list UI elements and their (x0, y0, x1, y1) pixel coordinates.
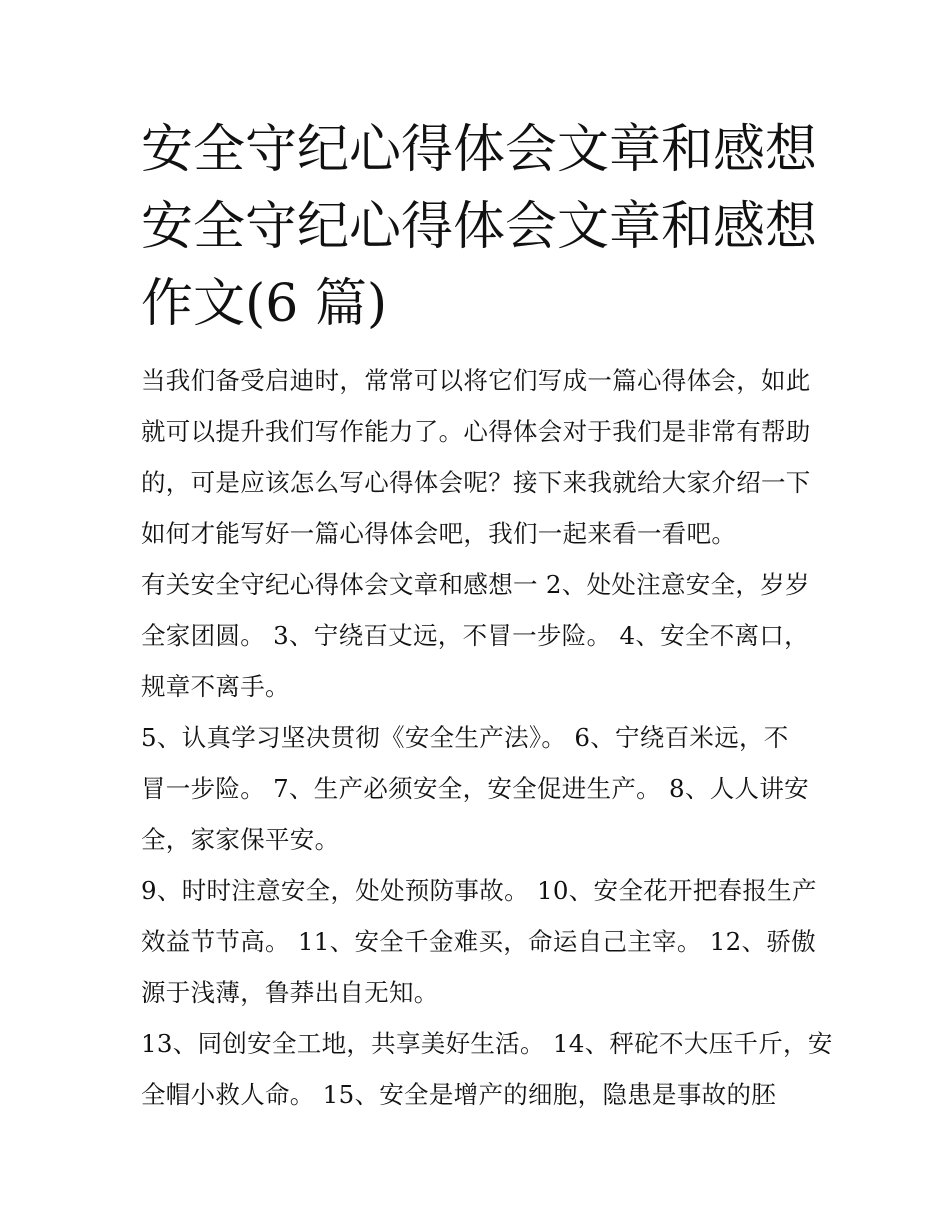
title-line: 安全守纪心得体会文章和感想 (141, 120, 818, 180)
body-paragraph (141, 1018, 833, 1120)
text-line: 源于浅薄，鲁莽出自无知。 (141, 978, 439, 1007)
text-line: 冒一步险。 7、生产必须安全，安全促进生产。 8、人人讲安 (141, 774, 809, 803)
text-line: 全帽小救人命。 15、安全是增产的细胞，隐患是事故的胚 (141, 1080, 777, 1109)
body-paragraph (141, 559, 811, 712)
intro-paragraph (141, 355, 811, 559)
title-line: 安全守纪心得体会文章和感想 (141, 197, 818, 257)
text-line: 如何才能写好一篇心得体会吧，我们一起来看一看吧。 (141, 519, 737, 548)
body-paragraph (141, 865, 817, 1018)
text-line: 规章不离手。 (141, 672, 290, 701)
text-line: 的，可是应该怎么写心得体会呢？接下来我就给大家介绍一下 (141, 468, 811, 497)
text-line: 13、同创安全工地，共享美好生活。 14、秤砣不大压千斤，安 (141, 1029, 833, 1058)
text-line: 效益节节高。 11、安全千金难买，命运自己主宰。 12、骄傲 (141, 927, 816, 956)
body-paragraph (141, 712, 811, 865)
text-line: 全家团圆。 3、宁绕百丈远，不冒一步险。 4、安全不离口， (141, 621, 809, 650)
text-line: 有关安全守纪心得体会文章和感想一 2、处处注意安全，岁岁 (141, 570, 810, 599)
title-line: 作文(6 篇) (141, 274, 388, 334)
text-line: 当我们备受启迪时，常常可以将它们写成一篇心得体会，如此 (141, 366, 811, 395)
text-line: 全，家家保平安。 (141, 825, 340, 854)
document-title (141, 112, 818, 343)
text-line: 就可以提升我们写作能力了。心得体会对于我们是非常有帮助 (141, 417, 811, 446)
document-body (141, 112, 833, 1120)
text-line: 5、认真学习坚决贯彻《安全生产法》。 6、宁绕百米远，不 (141, 723, 789, 752)
text-line: 9、时时注意安全，处处预防事故。 10、安全花开把春报生产 (141, 876, 817, 905)
